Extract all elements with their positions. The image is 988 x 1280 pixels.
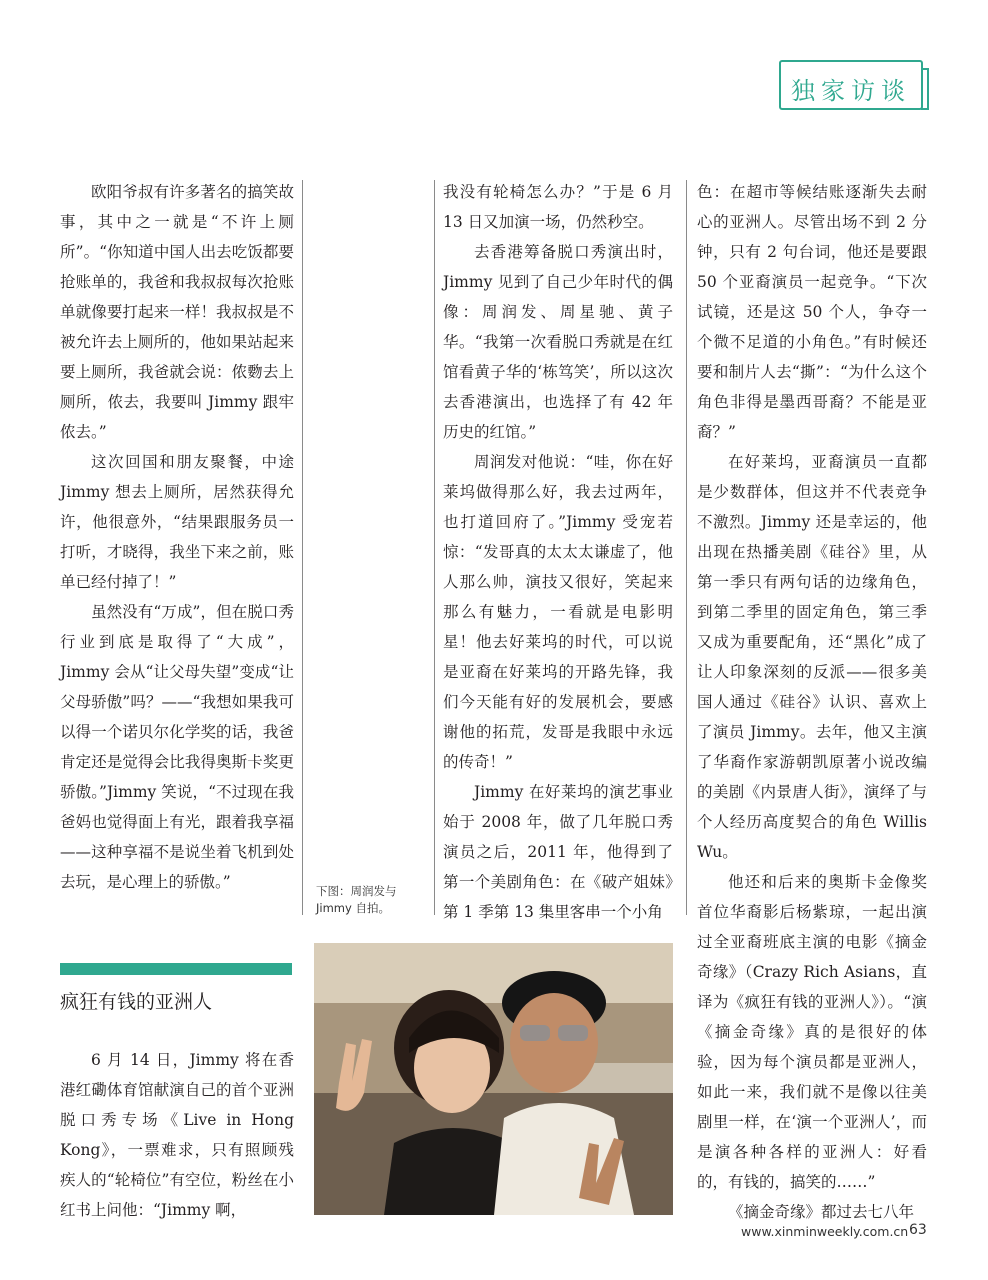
page-number: 63 [909, 1222, 927, 1238]
paragraph: 色：在超市等候结账逐渐失去耐心的亚洲人。尽管出场不到 2 分钟，只有 2 句台词，他还是要跟 50 个亚裔演员一起竞争。“下次试镜，还是这 50 个人，争夺一个微不足道的小角色。”有时候还要和制片人去“撕”：“为什么这个角色非得是墨西哥裔？不能是亚裔？” [697, 183, 927, 441]
section-heading-bar [60, 963, 292, 975]
paragraph: 欧阳爷叔有许多著名的搞笑故事，其中之一就是“不许上厕所”。“你知道中国人出去吃饭都要抢账单的，我爸和我叔叔每次抢账单就像要打起来一样！我叔叔是不被允许去上厕所的，他如果站起来要上厕所，我爸就会说：侬覅去上厕所，侬去，我要叫 Jimmy 跟牢侬去。” [60, 183, 294, 441]
section-tag [779, 60, 923, 110]
footer-url: www.xinminweekly.com.cn [741, 1224, 909, 1239]
section-tag-label: 独家访谈 [791, 77, 911, 105]
column-divider [302, 180, 303, 915]
paragraph: Jimmy 在好莱坞的演艺事业始于 2008 年，做了几年脱口秀演员之后，2011 年，他得到了第一个美剧角色：在《破产姐妹》第 1 季第 13 集里客串一个小角 [443, 783, 673, 921]
paragraph: 这次回国和朋友聚餐，中途 Jimmy 想去上厕所，居然获得允许，他很意外，“结果跟服务员一打听，才晓得，我坐下来之前，账单已经付掉了！” [60, 453, 294, 591]
photo-illustration [314, 943, 673, 1215]
paragraph: 虽然没有“万成”，但在脱口秀行业到底是取得了“大成”，Jimmy 会从“让父母失望”变成“让父母骄傲”吗？——“我想如果我可以得一个诺贝尔化学奖的话，我爸肯定还是觉得会比我得奥斯卡奖更骄傲。”Jimmy 笑说，“不过现在我爸妈也觉得面上有光，跟着我享福——这种享福不是说坐着飞机到处去玩，是心理上的骄傲。” [60, 603, 294, 891]
paragraph: 周润发对他说：“哇，你在好莱坞做得那么好，我去过两年，也打道回府了。”Jimmy 受宠若惊：“发哥真的太太太谦虚了，他人那么帅，演技又很好，笑起来那么有魅力，一看就是电影明星！他去好莱坞的时代，可以说是亚裔在好莱坞的开路先锋，我们今天能有好的发展机会，要感谢他的拓荒，发哥是我眼中永远的传奇！” [443, 453, 673, 771]
paragraph: 《摘金奇缘》都过去七八年 [728, 1203, 915, 1221]
article-column-3 [697, 177, 927, 1227]
photo-caption: 下图：周润发与 Jimmy 自拍。 [316, 884, 397, 915]
paragraph: 去香港筹备脱口秀演出时，Jimmy 见到了自己少年时代的偶像：周润发、周星驰、黄子华。“我第一次看脱口秀就是在红馆看黄子华的‘栋笃笑’，所以这次去香港演出，也选择了有 42 年历史的红馆。” [443, 243, 673, 441]
paragraph: 6 月 14 日，Jimmy 将在香港红磡体育馆献演自己的首个亚洲脱口秀专场《Live in Hong Kong》，一票难求，只有照顾残疾人的“轮椅位”有空位，粉丝在小红书上问他：“Jimmy 啊， [60, 1051, 294, 1219]
paragraph: 他还和后来的奥斯卡金像奖首位华裔影后杨紫琼，一起出演过全亚裔班底主演的电影《摘金奇缘》（Crazy Rich Asians，直译为《疯狂有钱的亚洲人》）。“演《摘金奇缘》真的是很好的体验，因为每个演员都是亚洲人，如此一来，我们就不是像以往美剧里一样，在‘演一个亚洲人’，而是演各种各样的亚洲人：好看的，有钱的，搞笑的……” [697, 873, 927, 1191]
article-column-2 [443, 177, 673, 927]
column-divider [434, 180, 435, 915]
paragraph: 在好莱坞，亚裔演员一直都是少数群体，但这并不代表竞争不激烈。Jimmy 还是幸运的，他出现在热播美剧《硅谷》里，从第一季只有两句话的边缘角色，到第二季里的固定角色，第三季又成为重要配角，还“黑化”成了让人印象深刻的反派——很多美国人通过《硅谷》认识、喜欢上了演员 Jimmy。去年，他又主演了华裔作家游朝凯原著小说改编的美剧《内景唐人街》，演绎了与个人经历高度契合的角色 Willis Wu。 [697, 453, 927, 861]
article-column-1-lower [60, 1045, 294, 1225]
article-column-1 [60, 177, 294, 897]
column-divider [686, 180, 687, 915]
paragraph: 我没有轮椅怎么办？”于是 6 月 13 日又加演一场，仍然秒空。 [443, 183, 673, 231]
section-heading: 疯狂有钱的亚洲人 [60, 991, 213, 1013]
selfie-photo [314, 943, 673, 1215]
